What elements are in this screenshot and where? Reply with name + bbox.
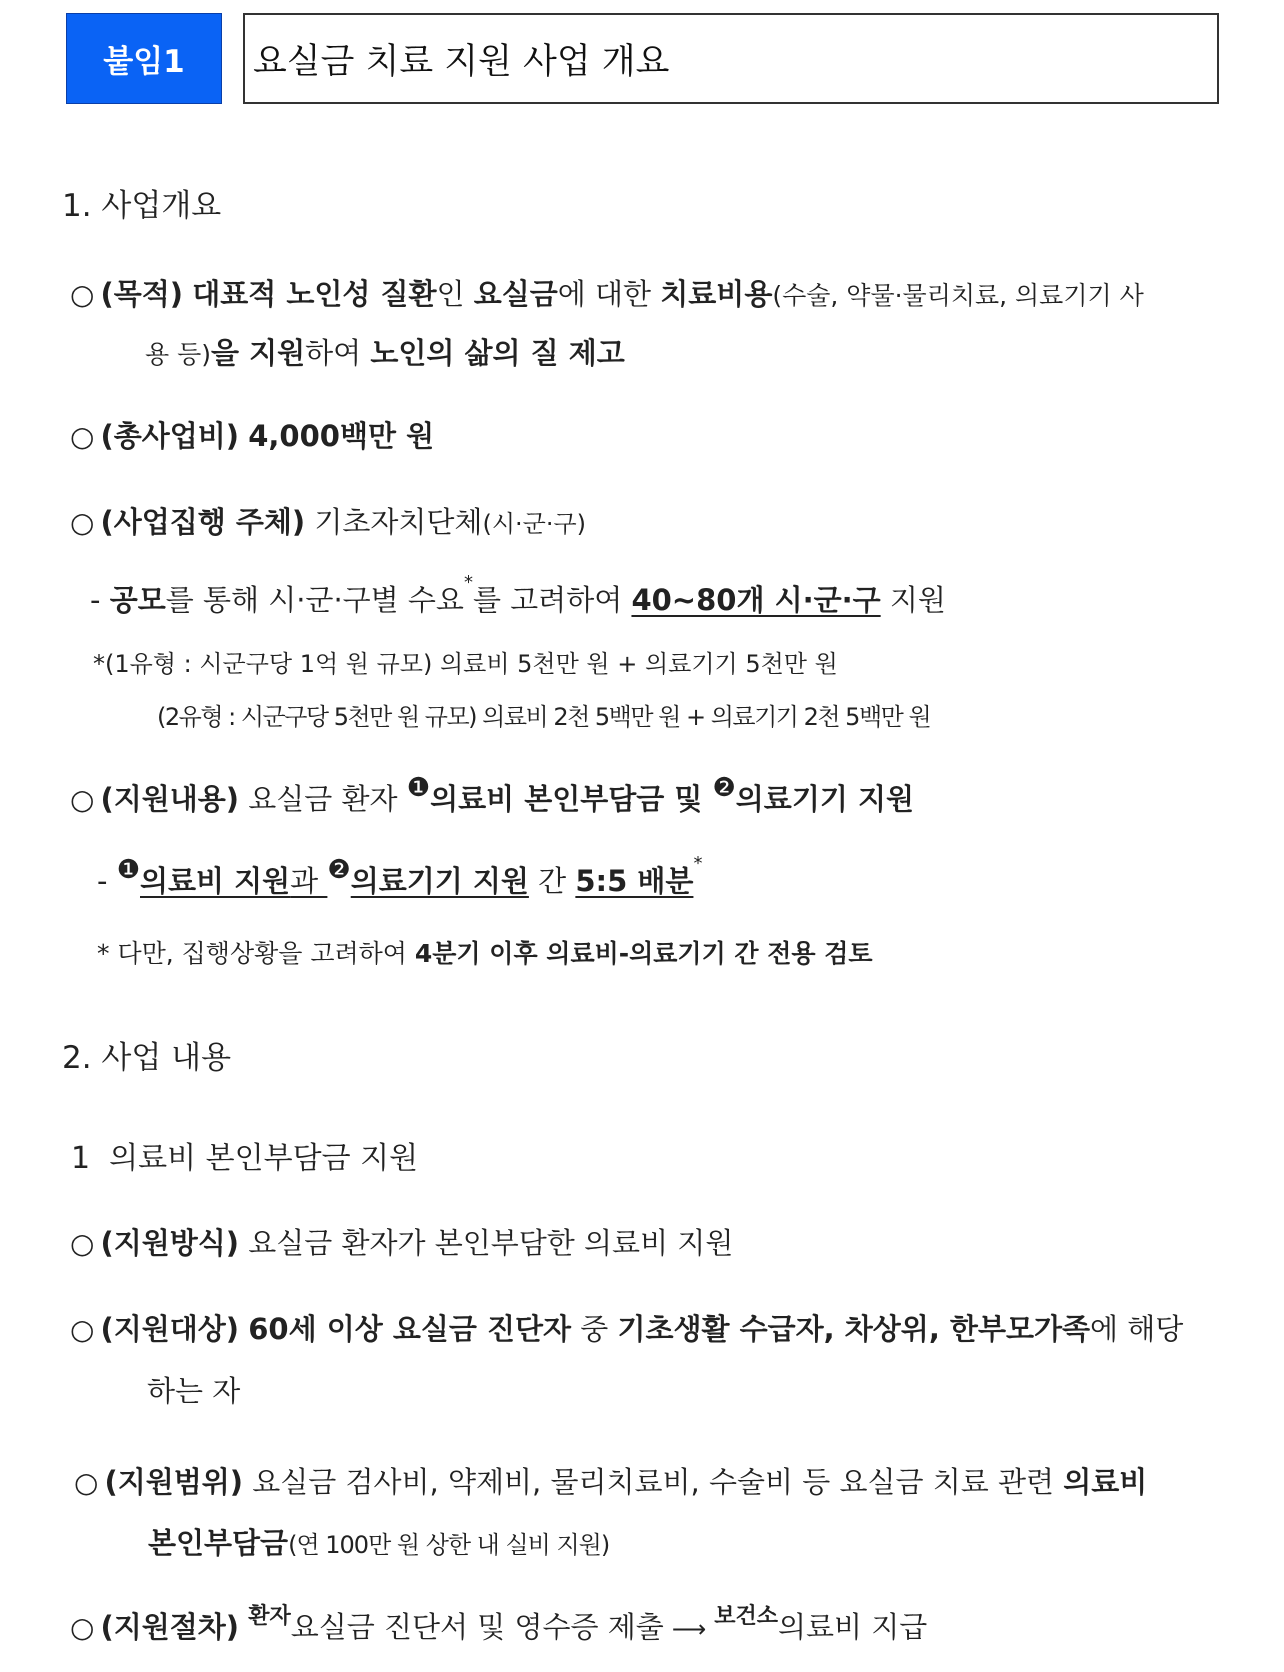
contest-t5: 지원 — [880, 583, 946, 617]
section-2-heading: 2. 사업 내용 — [62, 1040, 232, 1076]
ratio-t4: 간 — [528, 864, 576, 898]
type-2-note: (2유형 : 시군구당 5천만 원 규모) 의료비 2천 5백만 원 + 의료기기 2천 5백만 원 — [157, 703, 931, 731]
procedure-label: (지원절차) — [100, 1610, 240, 1644]
purpose-t5: 치료비용 — [660, 277, 773, 311]
contest-t4: 40~80개 시·군·구 — [631, 583, 881, 617]
type-1-note: *(1유형 : 시군구당 1억 원 규모) 의료비 5천만 원 + 의료기기 5천만 원 — [93, 650, 838, 678]
target-t2: 중 — [571, 1312, 618, 1346]
target-line-2: 하는 자 — [147, 1374, 241, 1408]
executor-line — [70, 500, 586, 541]
content-label: (지원내용) — [100, 782, 240, 816]
method-text: 요실금 환자가 본인부담한 의료비 지원 — [248, 1226, 734, 1260]
ratio-t1: 의료비 지원 — [140, 864, 291, 898]
purpose-line-2 — [145, 331, 625, 372]
bullet-circle: ○ — [70, 1611, 95, 1644]
subsection-1-heading — [71, 1133, 418, 1177]
target-line-1 — [70, 1307, 1183, 1348]
target-t3: 기초생활 수급자, 차상위, 한부모가족 — [617, 1312, 1091, 1346]
executor-t2: (시·군·구) — [482, 510, 586, 538]
subsection-title: 의료비 본인부담금 지원 — [109, 1141, 419, 1176]
circled-number-1: ❶ — [116, 855, 140, 885]
contest-star: * — [463, 572, 473, 593]
subsection-number: 1 — [71, 1141, 91, 1176]
contest-t3: 를 고려하여 — [472, 583, 632, 617]
procedure-line — [70, 1605, 927, 1646]
target-t4: 에 해당 — [1090, 1312, 1184, 1346]
method-label: (지원방식) — [100, 1226, 240, 1260]
budget-value: 4,000백만 원 — [248, 419, 435, 453]
section-1-heading: 1. 사업개요 — [62, 188, 222, 224]
purpose-t1: 대표적 노인성 질환 — [192, 277, 437, 311]
bullet-circle: ○ — [70, 420, 95, 453]
note3-t2: 4분기 이후 의료비-의료기기 간 전용 검토 — [414, 939, 873, 968]
reallocation-note — [97, 934, 873, 970]
target-t1: 60세 이상 요실금 진단자 — [248, 1312, 572, 1346]
bullet-circle: ○ — [74, 1466, 99, 1499]
scope-t1: 요실금 검사비, 약제비, 물리치료비, 수술비 등 요실금 치료 관련 — [252, 1465, 1064, 1499]
scope-label: (지원범위) — [104, 1465, 244, 1499]
circled-number-1: ❶ — [406, 773, 431, 803]
contest-t2: 를 통해 시·군·구별 수요 — [165, 583, 464, 617]
purpose-t3: 요실금 — [473, 277, 558, 311]
budget-label: (총사업비) — [100, 419, 240, 453]
purpose-t2: 인 — [436, 277, 474, 311]
ratio-star: * — [693, 853, 703, 874]
purpose-t9: 하여 — [305, 336, 371, 370]
procedure-t2: 의료비 지급 — [777, 1610, 928, 1644]
document-title — [243, 13, 1219, 104]
ratio-t3: 의료기기 지원 — [350, 864, 529, 898]
ratio-t5: 5:5 배분 — [575, 864, 694, 898]
bullet-circle: ○ — [70, 783, 95, 816]
procedure-actor-patient: 환자 — [248, 1604, 291, 1629]
circled-number-2: ❷ — [712, 773, 736, 803]
circled-number-2: ❷ — [327, 855, 351, 885]
content-t2: 의료비 본인부담금 및 — [430, 782, 713, 816]
ratio-line — [97, 853, 703, 900]
procedure-actor-health-center: 보건소 — [714, 1604, 778, 1629]
document-title-text: 요실금 치료 지원 사업 개요 — [253, 41, 670, 82]
arrow-right-icon: ⟶ — [671, 1615, 707, 1643]
executor-label: (사업집행 주체) — [100, 505, 306, 539]
ratio-t2: 과 — [290, 864, 328, 898]
purpose-t6: (수술, 약물·물리치료, 의료기기 사 — [772, 281, 1144, 310]
purpose-t4: 에 대한 — [557, 277, 661, 311]
bullet-circle: ○ — [70, 1227, 95, 1260]
purpose-t8: 을 지원 — [211, 336, 306, 370]
executor-t1: 기초자치단체 — [314, 505, 483, 539]
budget-line — [70, 414, 434, 455]
method-line — [70, 1221, 733, 1262]
target-label: (지원대상) — [100, 1312, 240, 1346]
bullet-circle: ○ — [70, 1313, 95, 1346]
ratio-dash: - — [97, 864, 108, 898]
content-t1: 요실금 환자 — [248, 782, 407, 816]
scope-t4: (연 100만 원 상한 내 실비 지원) — [288, 1531, 610, 1559]
contest-t1: 공모 — [109, 583, 166, 617]
purpose-t10: 노인의 삶의 질 제고 — [370, 336, 625, 370]
contest-dash: - — [90, 583, 101, 617]
bullet-circle: ○ — [70, 506, 95, 539]
bullet-circle: ○ — [70, 278, 95, 311]
purpose-t7: 용 등) — [145, 340, 212, 369]
scope-t2: 의료비 — [1063, 1465, 1148, 1499]
content-line — [70, 773, 914, 818]
content-t3: 의료기기 지원 — [735, 782, 914, 816]
note3-t1: * 다만, 집행상황을 고려하여 — [97, 939, 415, 968]
procedure-t1: 요실금 진단서 및 영수증 제출 — [290, 1610, 664, 1644]
attachment-badge: 붙임1 — [66, 13, 222, 104]
scope-t3: 본인부담금 — [148, 1526, 289, 1560]
purpose-line-1 — [70, 272, 1144, 313]
scope-line-1 — [74, 1460, 1147, 1501]
scope-line-2 — [148, 1521, 609, 1562]
purpose-label: (목적) — [100, 277, 183, 311]
contest-line — [90, 572, 946, 619]
